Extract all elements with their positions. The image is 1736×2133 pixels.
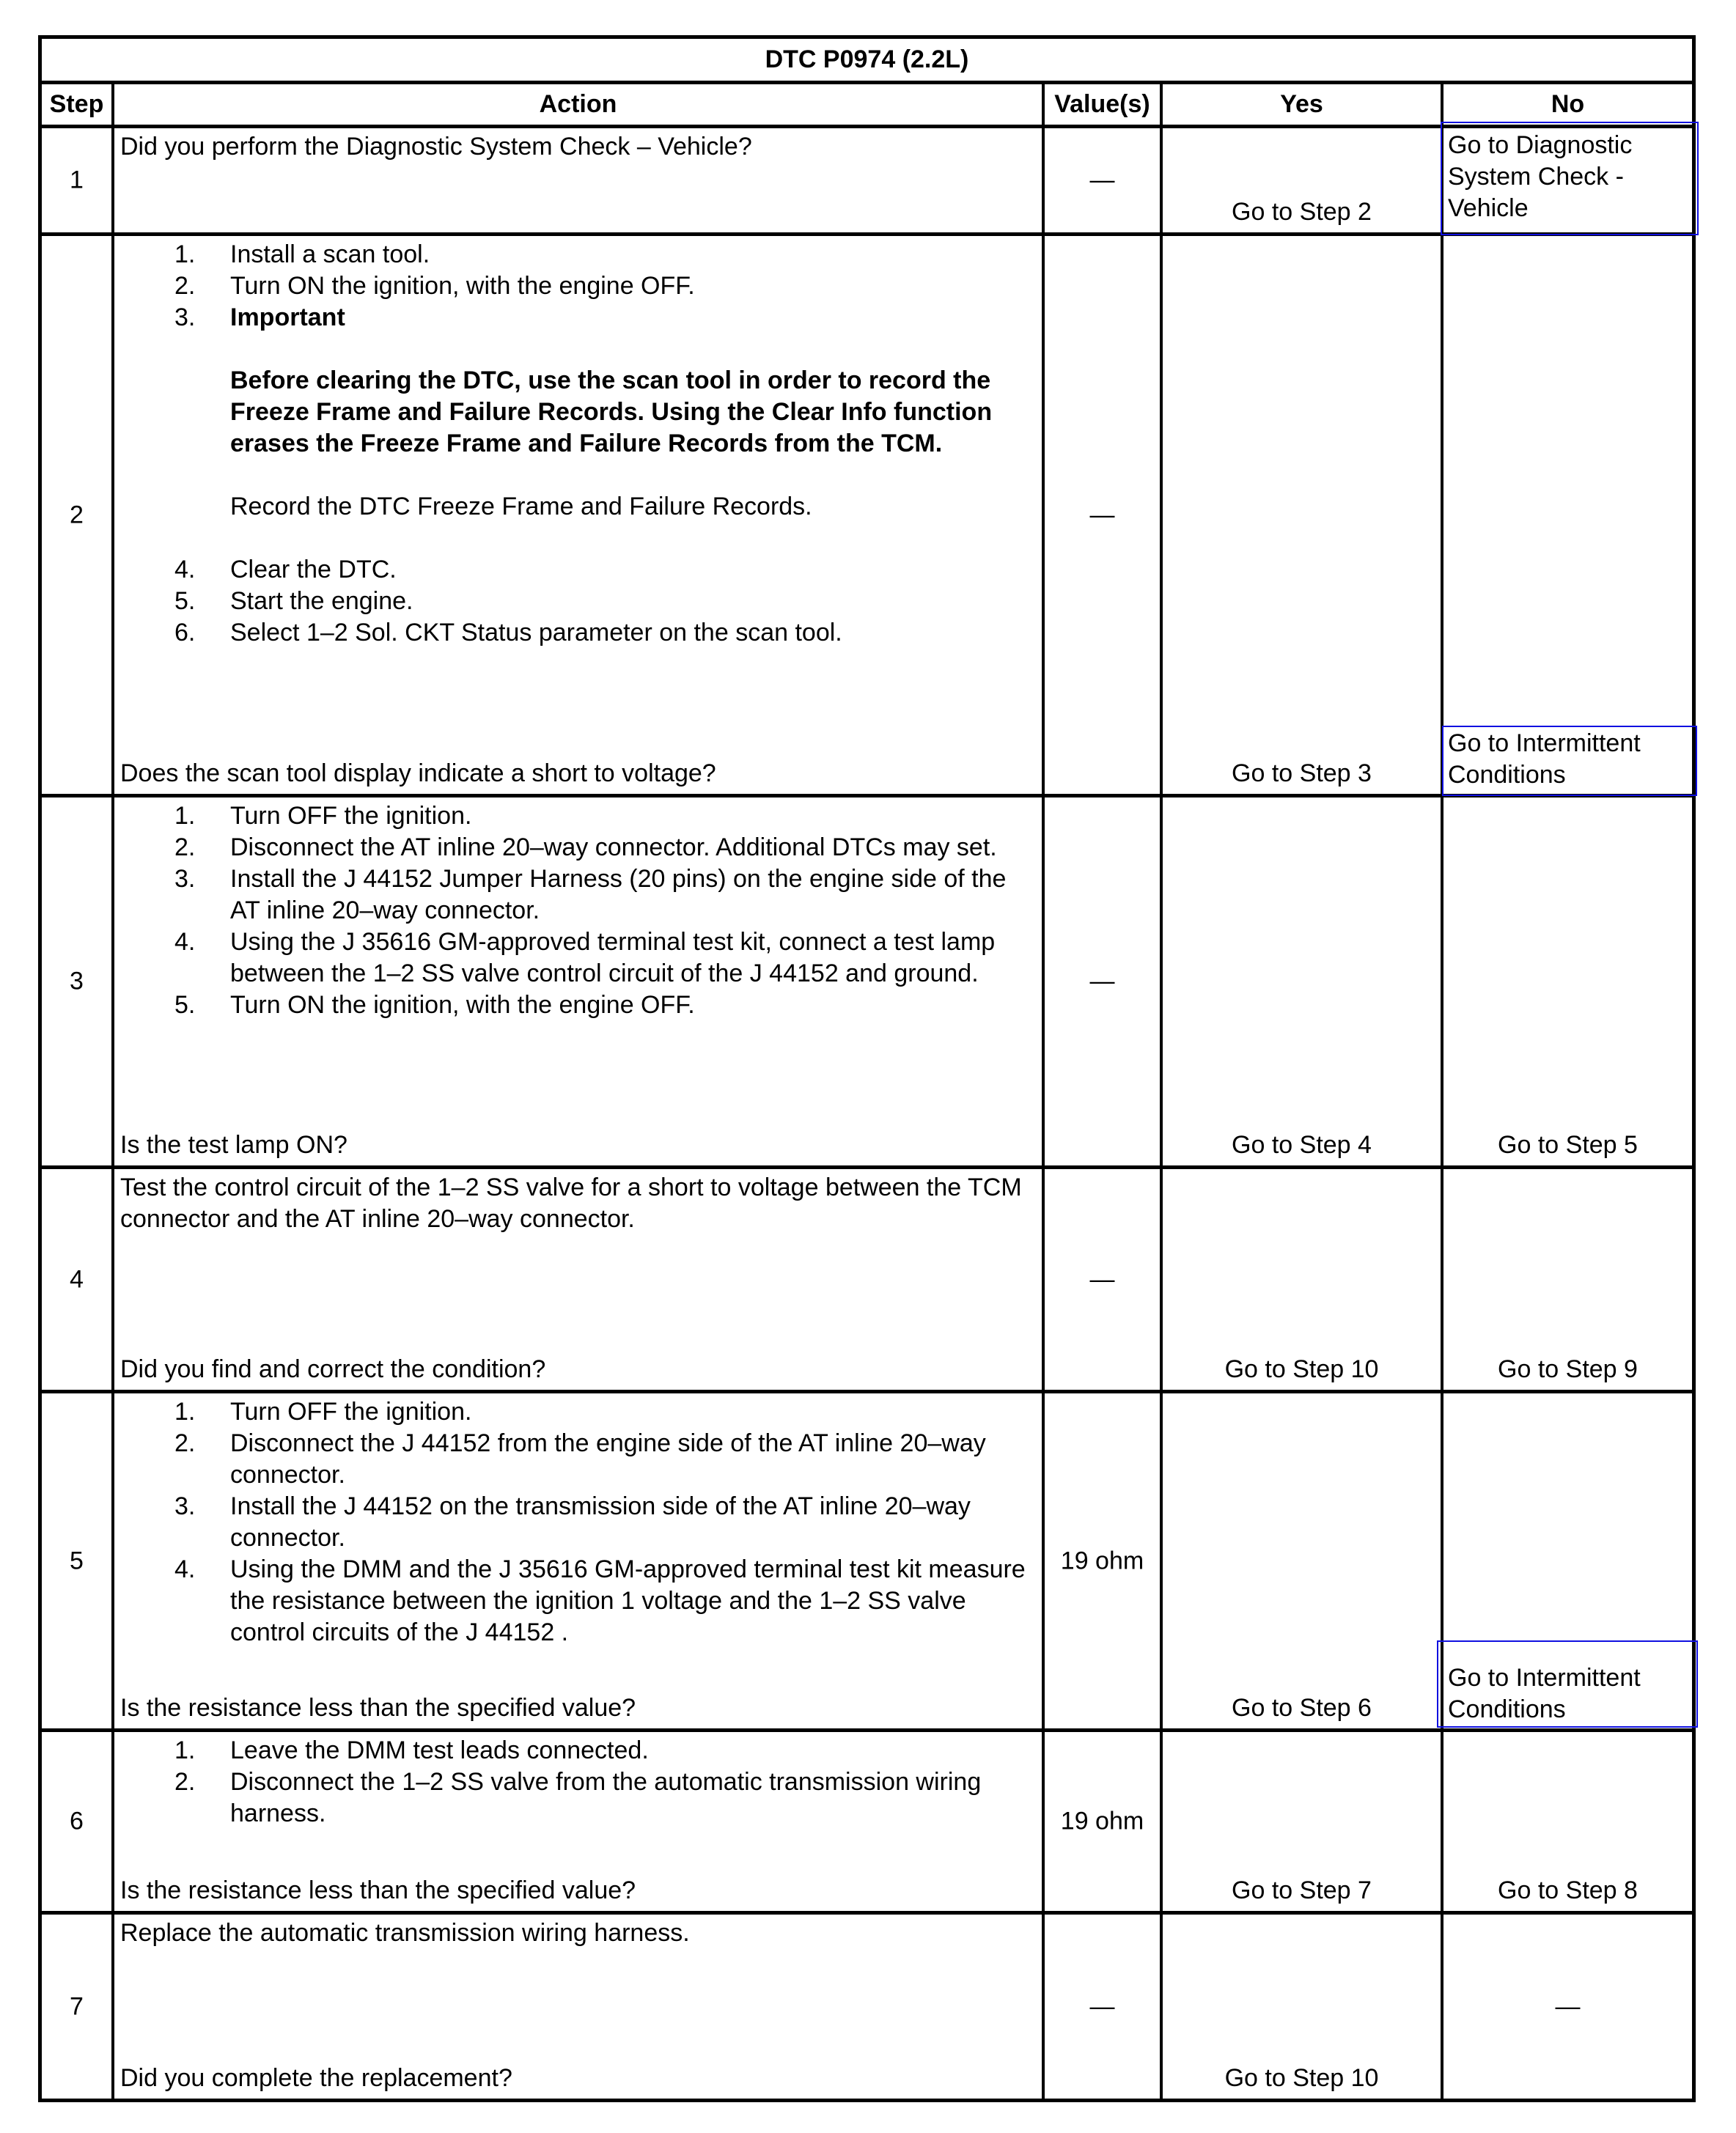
action-list (120, 554, 1034, 649)
action-item: 5. Start the engine. (174, 587, 413, 615)
link-highlight-step-2-no (1442, 726, 1697, 796)
yes-link[interactable]: Go to Step 10 (1224, 1355, 1379, 1383)
no-link[interactable]: Go to Diagnostic System Check - Vehicle (1448, 131, 1633, 222)
yes-link[interactable]: Go to Step 6 (1232, 1694, 1372, 1722)
no-link[interactable]: Go to Step 9 (1498, 1355, 1638, 1383)
action-question: Does the scan tool display indicate a short to voltage? (120, 759, 716, 787)
header-values: Value(s) (1042, 84, 1160, 125)
action-item: 2. Disconnect the J 44152 from the engine side of the AT inline 20–way connector. (174, 1429, 986, 1489)
step-number: 1 (70, 166, 84, 194)
action-item: 1. Turn OFF the ignition. (174, 1398, 472, 1426)
header-yes: Yes (1160, 84, 1441, 125)
diagnostic-table (38, 35, 1696, 2102)
link-highlight-step-1-no (1441, 122, 1699, 235)
action-list (120, 1735, 1034, 1830)
table-row-step-3 (42, 797, 1692, 1169)
step-number: 7 (70, 1992, 84, 2020)
table-title: DTC P0974 (2.2L) (42, 39, 1692, 84)
header-action: Action (111, 84, 1042, 125)
no-link[interactable]: Go to Step 5 (1498, 1131, 1638, 1159)
no-link[interactable]: Go to Intermittent Conditions (1448, 729, 1641, 789)
no-value: — (1555, 1992, 1581, 2020)
no-link[interactable]: Go to Intermittent Conditions (1448, 1664, 1641, 1723)
table-row-step-6 (42, 1732, 1692, 1915)
value: — (1089, 1992, 1115, 2020)
no-link[interactable]: Go to Step 8 (1498, 1876, 1638, 1904)
value: — (1089, 1265, 1115, 1293)
header-step: Step (49, 90, 104, 118)
value: 19 ohm (1060, 1807, 1144, 1835)
action-question: Did you complete the replacement? (120, 2064, 512, 2092)
important-note: Before clearing the DTC, use the scan tool in order to record the Freeze Frame and Failure Records. Using the Clear Info function erases the Freeze Frame and Failure Records from the TCM. (230, 366, 993, 457)
yes-link[interactable]: Go to Step 7 (1232, 1876, 1372, 1904)
action-item: 3. Install the J 44152 Jumper Harness (20 pins) on the engine side of the AT inline 20–way connector. (174, 865, 1007, 924)
action-list (120, 239, 1034, 334)
table-row-step-4 (42, 1169, 1692, 1393)
action-item: 1. Turn OFF the ignition. (174, 802, 472, 830)
value: 19 ohm (1060, 1547, 1144, 1574)
action-question: Is the resistance less than the specified value? (120, 1694, 636, 1722)
step-number: 6 (70, 1807, 84, 1835)
action-item: 6. Select 1–2 Sol. CKT Status parameter on the scan tool. (174, 619, 842, 646)
action-question: Did you find and correct the condition? (120, 1355, 546, 1383)
action-item: 2. Turn ON the ignition, with the engine OFF. (174, 272, 695, 300)
table-row-step-7 (42, 1915, 1692, 2099)
step-number: 3 (70, 967, 84, 995)
action-item: 5. Turn ON the ignition, with the engine OFF. (174, 991, 695, 1019)
yes-link[interactable]: Go to Step 3 (1232, 759, 1372, 787)
action-text: Test the control circuit of the 1–2 SS valve for a short to voltage between the TCM connector and the AT inline 20–way connector. (120, 1174, 1022, 1233)
action-text: Did you perform the Diagnostic System Check – Vehicle? (120, 133, 752, 161)
step-number: 4 (70, 1265, 84, 1293)
table-row-step-2 (42, 236, 1692, 797)
step-number: 5 (70, 1547, 84, 1574)
action-list (120, 1396, 1034, 1648)
yes-link[interactable]: Go to Step 4 (1232, 1131, 1372, 1159)
action-item: 1. Install a scan tool. (174, 240, 430, 268)
value: — (1089, 501, 1115, 528)
action-list (120, 800, 1034, 1021)
record-note: Record the DTC Freeze Frame and Failure Records. (230, 493, 812, 520)
value: — (1089, 967, 1115, 995)
action-item: 4. Using the J 35616 GM-approved terminal test kit, connect a test lamp between the 1–2 SS valve control circuit of the J 44152 and ground. (174, 928, 996, 987)
value: — (1089, 166, 1115, 194)
action-question: Is the resistance less than the specified value? (120, 1876, 636, 1904)
action-item: 3. Install the J 44152 on the transmission side of the AT inline 20–way connector. (174, 1492, 971, 1552)
action-item: 2. Disconnect the 1–2 SS valve from the automatic transmission wiring harness. (174, 1768, 982, 1827)
action-item: 4. Using the DMM and the J 35616 GM-approved terminal test kit measure the resistance between the ignition 1 voltage and the 1–2 SS valve control circuits of the J 44152 . (174, 1555, 1026, 1646)
action-item: 2. Disconnect the AT inline 20–way connector. Additional DTCs may set. (174, 833, 997, 861)
header-no: No (1441, 84, 1692, 125)
action-text: Replace the automatic transmission wiring harness. (120, 1919, 690, 1947)
action-item: 3. Important (174, 303, 345, 331)
yes-link[interactable]: Go to Step 10 (1224, 2064, 1379, 2092)
action-item: 1. Leave the DMM test leads connected. (174, 1736, 649, 1764)
step-number: 2 (70, 501, 84, 528)
link-highlight-step-5-no (1437, 1640, 1698, 1728)
yes-link[interactable]: Go to Step 2 (1232, 198, 1372, 226)
action-question: Is the test lamp ON? (120, 1131, 347, 1159)
action-item: 4. Clear the DTC. (174, 556, 397, 583)
